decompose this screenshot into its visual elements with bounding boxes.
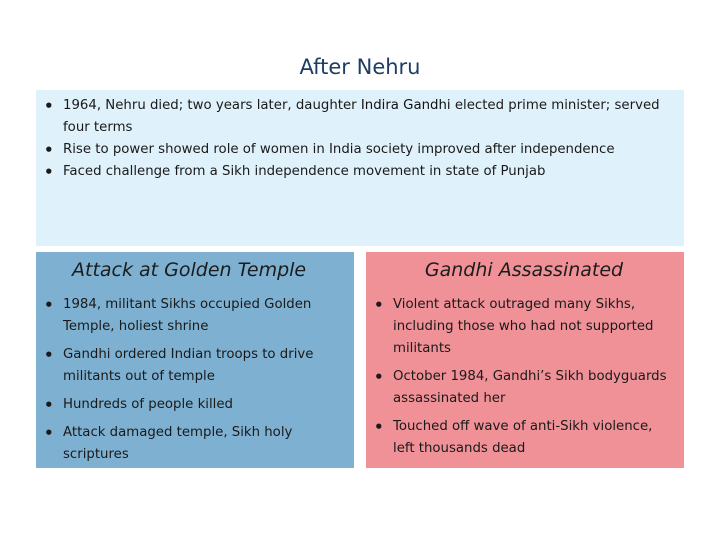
intro-bullet	[40, 161, 676, 183]
intro-list	[40, 95, 676, 183]
intro-bullet-text: 1964, Nehru died; two years later, daughter	[63, 98, 361, 113]
intro-bullet-text: Faced challenge from a Sikh independence movement in state of Punjab	[63, 164, 546, 179]
golden-temple-panel	[36, 252, 354, 468]
panel-bullet: • Violent attack outraged many Sikhs, including those who had not supported militants	[370, 294, 678, 360]
intro-bullet-text: elected prime minister; served four terms	[63, 98, 660, 135]
assassination-panel	[366, 252, 684, 468]
panel-bullet: • 1984, militant Sikhs occupied Golden Temple, holiest shrine	[40, 294, 348, 338]
intro-box	[36, 90, 684, 246]
highlighted-name: Indira Gandhi	[360, 98, 451, 113]
panel-heading: Gandhi Assassinated	[424, 259, 624, 281]
panel-bullet: • Gandhi ordered Indian troops to drive militants out of temple	[40, 344, 348, 388]
panel-bullet: • Attack damaged temple, Sikh holy scriptures	[40, 422, 348, 466]
panel-bullet: • October 1984, Gandhi’s Sikh bodyguards assassinated her	[370, 366, 678, 410]
panel-heading: Attack at Golden Temple	[72, 259, 307, 281]
panel-list	[40, 294, 348, 466]
intro-bullet-text: Rise to power showed role of women in India society improved after independence	[63, 142, 615, 157]
panel-bullet: • Touched off wave of anti-Sikh violence, left thousands dead	[370, 416, 678, 460]
panel-list	[370, 294, 678, 460]
intro-bullet	[40, 139, 676, 161]
panel-bullet: • Hundreds of people killed	[40, 394, 348, 416]
intro-bullet	[40, 95, 676, 139]
slide-title: After Nehru	[299, 55, 421, 79]
